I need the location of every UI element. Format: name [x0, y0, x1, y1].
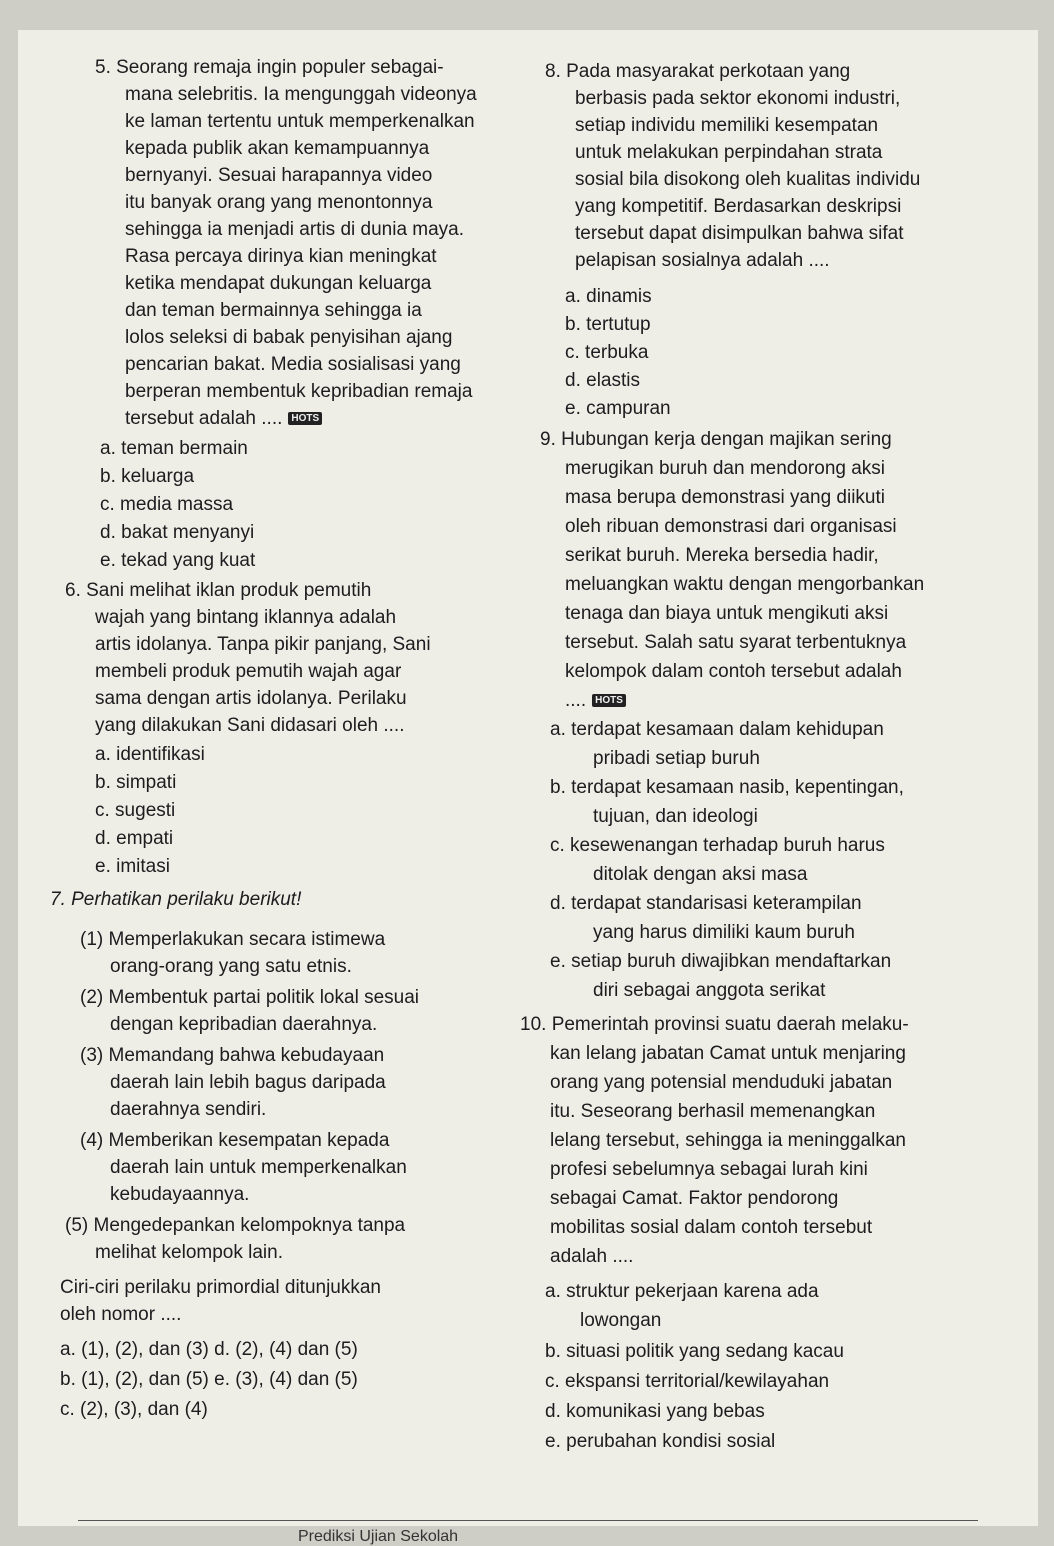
hots-badge: HOTS [288, 412, 322, 425]
right_column-line [550, 1101, 875, 1123]
left_column-line [125, 246, 437, 268]
line-text: yang kompetitif. Berdasarkan deskripsi [575, 196, 902, 217]
line-text: orang-orang yang satu etnis. [110, 956, 352, 977]
left_column-line [100, 550, 255, 572]
right_column-line [545, 1281, 819, 1303]
left_column-line [80, 1045, 384, 1067]
right_column-line [545, 1431, 775, 1453]
line-text: 5. Seorang remaja ingin populer sebagai- [95, 57, 444, 78]
left_column-line [65, 1215, 405, 1237]
line-text: tujuan, dan ideologi [593, 806, 758, 827]
right_column-line [550, 1217, 872, 1239]
line-text: adalah .... [550, 1246, 634, 1267]
line-text: tersebut. Salah satu syarat terbentuknya [565, 632, 907, 653]
right_column-line [550, 835, 885, 857]
right_column-line [550, 1188, 838, 1210]
line-text: d. bakat menyanyi [100, 522, 255, 543]
right_column-line [593, 980, 825, 1002]
line-text: d. terdapat standarisasi keterampilan [550, 893, 862, 914]
left_column-line [125, 273, 431, 295]
line-text: meluangkan waktu dengan mengorbankan [565, 574, 925, 595]
line-text: membeli produk pemutih wajah agar [95, 661, 402, 682]
right_column-line [565, 690, 626, 712]
line-text: d. elastis [565, 370, 640, 391]
line-text: daerah lain lebih bagus daripada [110, 1072, 386, 1093]
left_column-line [95, 634, 431, 656]
right_column-line [545, 1341, 844, 1363]
right_column-line [550, 1246, 633, 1268]
line-text: a. (1), (2), dan (3) d. (2), (4) dan (5) [60, 1339, 358, 1360]
right_column-line [565, 342, 648, 364]
left_column-line [125, 138, 429, 160]
left_column-line [95, 744, 205, 766]
right_column-line [550, 777, 904, 799]
line-text: lolos seleksi di babak penyisihan ajang [125, 327, 453, 348]
line-text: a. struktur pekerjaan karena ada [545, 1281, 819, 1302]
line-text: sehingga ia menjadi artis di dunia maya. [125, 219, 465, 240]
left_column-line [125, 111, 475, 133]
left_column-line [80, 987, 419, 1009]
line-text: tersebut adalah .... [125, 408, 283, 429]
line-text: itu. Seseorang berhasil memenangkan [550, 1101, 876, 1122]
line-text: sosial bila disokong oleh kualitas individu [575, 169, 921, 190]
line-text: daerahnya sendiri. [110, 1099, 267, 1120]
line-text: c. sugesti [95, 800, 176, 821]
right_column-line [545, 1401, 765, 1423]
line-text: merugikan buruh dan mendorong aksi [565, 458, 886, 479]
line-text: 8. Pada masyarakat perkotaan yang [545, 61, 851, 82]
line-text: daerah lain untuk memperkenalkan [110, 1157, 407, 1178]
right_column-line [565, 286, 652, 308]
left_column-line [125, 354, 461, 376]
line-text: c. kesewenangan terhadap buruh harus [550, 835, 885, 856]
left_column-line [95, 661, 401, 683]
line-text: (1) Memperlakukan secara istimewa [80, 929, 386, 950]
right_column-line [593, 922, 855, 944]
line-text: wajah yang bintang iklannya adalah [95, 607, 397, 628]
line-text: d. empati [95, 828, 174, 849]
line-text: setiap individu memiliki kesempatan [575, 115, 879, 136]
left_column-line [110, 956, 352, 978]
right_column-line [565, 458, 885, 480]
right_column-line [593, 748, 760, 770]
left_column-line [100, 466, 194, 488]
right_column-line [550, 951, 891, 973]
line-text: a. identifikasi [95, 744, 205, 765]
right_column-line [550, 1072, 892, 1094]
right_column-line [575, 250, 830, 272]
left_column-line [80, 1130, 389, 1152]
left_column-line [110, 1157, 407, 1179]
line-text: b. situasi politik yang sedang kacau [545, 1341, 844, 1362]
left_column-line [60, 1399, 208, 1421]
right_column-line [593, 864, 807, 886]
line-text: .... [565, 690, 587, 711]
line-text: 9. Hubungan kerja dengan majikan sering [540, 429, 892, 450]
line-text: bernyanyi. Sesuai harapannya video [125, 165, 433, 186]
left_column-line [125, 408, 322, 430]
left_column-line [110, 1099, 266, 1121]
line-text: kelompok dalam contoh tersebut adalah [565, 661, 902, 682]
line-text: tersebut dapat disimpulkan bahwa sifat [575, 223, 904, 244]
left_column-line [95, 856, 170, 878]
left_column-line [125, 219, 464, 241]
left_column-line [60, 1339, 358, 1361]
line-text: (5) Mengedepankan kelompoknya tanpa [65, 1215, 406, 1236]
right_column-line [550, 1043, 906, 1065]
left_column-line [125, 327, 452, 349]
line-text: pelapisan sosialnya adalah .... [575, 250, 830, 271]
left_column-line [95, 715, 404, 737]
left_column-line [125, 381, 472, 403]
line-text: 10. Pemerintah provinsi suatu daerah melaku- [520, 1014, 909, 1035]
line-text: artis idolanya. Tanpa pikir panjang, Sani [95, 634, 431, 655]
left_column-line [95, 1242, 283, 1264]
left_column-line [100, 438, 248, 460]
right_column-line [575, 88, 900, 110]
line-text: (2) Membentuk partai politik lokal sesuai [80, 987, 419, 1008]
line-text: mobilitas sosial dalam contoh tersebut [550, 1217, 873, 1238]
line-text: tenaga dan biaya untuk mengikuti aksi [565, 603, 889, 624]
left_column-line [110, 1072, 386, 1094]
right_column-line [540, 429, 892, 451]
left_column-line [100, 522, 254, 544]
right_column-line [565, 632, 906, 654]
left_column-line [65, 580, 371, 602]
right_column-line [550, 719, 884, 741]
left_column-line [60, 1304, 181, 1326]
line-text: c. terbuka [565, 342, 649, 363]
line-text: untuk melakukan perpindahan strata [575, 142, 883, 163]
line-text: sebagai Camat. Faktor pendorong [550, 1188, 839, 1209]
right_column-line [565, 516, 897, 538]
line-text: a. teman bermain [100, 438, 248, 459]
line-text: lelang tersebut, sehingga ia meninggalkan [550, 1130, 906, 1151]
right_column-line [575, 223, 903, 245]
line-text: kan lelang jabatan Camat untuk menjaring [550, 1043, 906, 1064]
line-text: serikat buruh. Mereka bersedia hadir, [565, 545, 879, 566]
line-text: mana selebritis. Ia mengunggah videonya [125, 84, 477, 105]
line-text: c. (2), (3), dan (4) [60, 1399, 208, 1420]
right_column-line [565, 370, 640, 392]
line-text: b. tertutup [565, 314, 651, 335]
line-text: b. (1), (2), dan (5) e. (3), (4) dan (5) [60, 1369, 358, 1390]
right_column-line [520, 1014, 909, 1036]
left_column-line [50, 889, 301, 911]
line-text: yang dilakukan Sani didasari oleh .... [95, 715, 405, 736]
line-text: pencarian bakat. Media sosialisasi yang [125, 354, 461, 375]
line-text: diri sebagai anggota serikat [593, 980, 826, 1001]
left_column-line [125, 165, 432, 187]
left_column-line [95, 800, 175, 822]
worksheet-page [18, 30, 1038, 1545]
left_column-line [100, 494, 233, 516]
right_column-line [565, 661, 902, 683]
line-text: yang harus dimiliki kaum buruh [593, 922, 855, 943]
line-text: oleh ribuan demonstrasi dari organisasi [565, 516, 897, 537]
left_column-line [60, 1369, 358, 1391]
right_column-line [565, 545, 879, 567]
left_column-line [95, 772, 176, 794]
right_column-line [565, 314, 651, 336]
line-text: berperan membentuk kepribadian remaja [125, 381, 473, 402]
right_column-line [550, 1130, 906, 1152]
left_column-line [125, 192, 432, 214]
line-text: e. tekad yang kuat [100, 550, 256, 571]
line-text: profesi sebelumnya sebagai lurah kini [550, 1159, 868, 1180]
left_column-line [125, 300, 422, 322]
right_column-line [575, 169, 920, 191]
line-text: ditolak dengan aksi masa [593, 864, 808, 885]
line-text: e. imitasi [95, 856, 170, 877]
footer-text: Prediksi Ujian Sekolah [298, 1528, 459, 1545]
line-text: Ciri-ciri perilaku primordial ditunjukkan [60, 1277, 381, 1298]
hots-badge: HOTS [592, 694, 626, 707]
line-text: kebudayaannya. [110, 1184, 250, 1205]
line-text: ketika mendapat dukungan keluarga [125, 273, 432, 294]
line-text: Rasa percaya dirinya kian meningkat [125, 246, 437, 267]
line-text: b. keluarga [100, 466, 195, 487]
line-text: melihat kelompok lain. [95, 1242, 283, 1263]
left_column-line [125, 84, 477, 106]
right_column-line [580, 1310, 661, 1332]
line-text: sama dengan artis idolanya. Perilaku [95, 688, 407, 709]
line-text: 6. Sani melihat iklan produk pemutih [65, 580, 372, 601]
left_column-line [95, 828, 173, 850]
right_column-line [593, 806, 758, 828]
left_column-line [95, 57, 444, 79]
right_column-line [575, 196, 901, 218]
left_column-line [110, 1014, 377, 1036]
right_column-line [565, 603, 888, 625]
line-text: 7. Perhatikan perilaku berikut! [50, 889, 302, 910]
right_column-line [545, 1371, 829, 1393]
line-text: e. campuran [565, 398, 671, 419]
right_column-line [545, 61, 850, 83]
line-text: pribadi setiap buruh [593, 748, 760, 769]
left_column-line [110, 1184, 249, 1206]
line-text: (4) Memberikan kesempatan kepada [80, 1130, 390, 1151]
left_column-line [95, 607, 396, 629]
line-text: d. komunikasi yang bebas [545, 1401, 765, 1422]
line-text: kepada publik akan kemampuannya [125, 138, 430, 159]
left_column-line [95, 688, 407, 710]
line-text: (3) Memandang bahwa kebudayaan [80, 1045, 385, 1066]
line-text: c. media massa [100, 494, 234, 515]
line-text: masa berupa demonstrasi yang diikuti [565, 487, 886, 508]
line-text: e. setiap buruh diwajibkan mendaftarkan [550, 951, 892, 972]
line-text: a. terdapat kesamaan dalam kehidupan [550, 719, 884, 740]
line-text: a. dinamis [565, 286, 652, 307]
right_column-line [565, 487, 885, 509]
line-text: e. perubahan kondisi sosial [545, 1431, 776, 1452]
right_column-line [565, 574, 924, 596]
line-text: dan teman bermainnya sehingga ia [125, 300, 422, 321]
right_column-line [565, 398, 671, 420]
right_column-line [575, 142, 882, 164]
line-text: lowongan [580, 1310, 662, 1331]
line-text: dengan kepribadian daerahnya. [110, 1014, 378, 1035]
footer-divider [78, 1520, 978, 1521]
left_column-line [60, 1277, 381, 1299]
line-text: b. terdapat kesamaan nasib, kepentingan, [550, 777, 904, 798]
left_column-line [80, 929, 385, 951]
line-text: ke laman tertentu untuk memperkenalkan [125, 111, 475, 132]
right_column-line [550, 1159, 868, 1181]
line-text: berbasis pada sektor ekonomi industri, [575, 88, 901, 109]
right_column-line [550, 893, 862, 915]
line-text: oleh nomor .... [60, 1304, 182, 1325]
line-text: b. simpati [95, 772, 177, 793]
line-text: itu banyak orang yang menontonnya [125, 192, 433, 213]
line-text: c. ekspansi territorial/kewilayahan [545, 1371, 830, 1392]
right_column-line [575, 115, 878, 137]
line-text: orang yang potensial menduduki jabatan [550, 1072, 893, 1093]
